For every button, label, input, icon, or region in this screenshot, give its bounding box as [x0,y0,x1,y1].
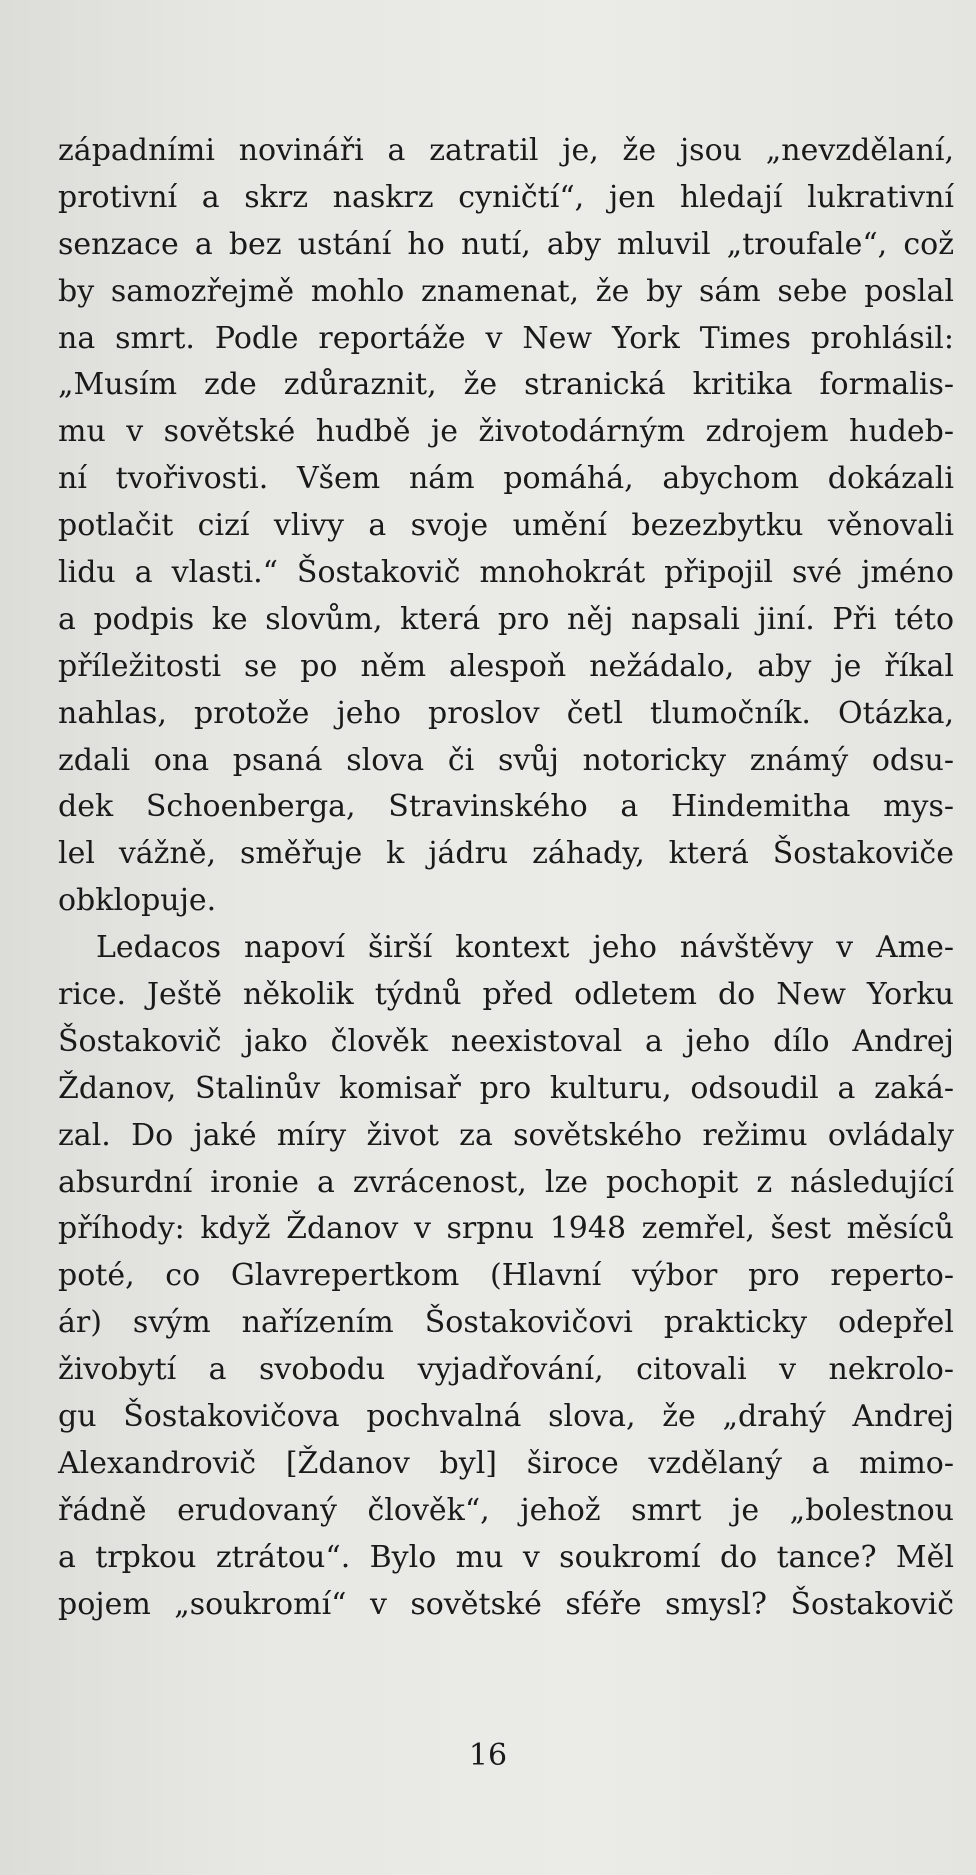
text-line: senzace a bez ustání ho nutí, aby mluvil „troufale“, což [58,226,954,262]
text-line: ár) svým nařízením Šostakovičovi prakticky odepřel [58,1305,954,1341]
text-line: na smrt. Podle reportáže v New York Times prohlásil: [58,320,954,356]
page-number: 16 [468,1738,508,1773]
text-line: by samozřejmě mohlo znamenat, že by sám sebe poslal [58,273,954,309]
text-line: Šostakovič jako člověk neexistoval a jeho dílo Andrej [58,1023,954,1059]
text-line: zdali ona psaná slova či svůj notoricky známý odsu- [58,742,954,778]
body-text [58,128,954,1629]
text-line: Ledacos napoví širší kontext jeho návštěvy v Ame- [96,930,954,966]
text-line: rice. Ještě několik týdnů před odletem do New Yorku [58,977,954,1013]
text-line: Alexandrovič [Ždanov byl] široce vzdělaný a mimo- [58,1445,954,1481]
text-line: obklopuje. [58,883,217,919]
text-line: potlačit cizí vlivy a svoje umění bezezbytku věnovali [58,508,954,544]
text-line: dek Schoenberga, Stravinského a Hindemitha mys- [58,789,954,825]
text-line: protivní a skrz naskrz cyničtí“, jen hledají lukrativní [58,179,954,215]
text-line: pojem „soukromí“ v sovětské sféře smysl? Šostakovič [58,1586,954,1622]
text-line: Ždanov, Stalinův komisař pro kulturu, odsoudil a zaká- [58,1070,954,1106]
text-line: poté, co Glavrepertkom (Hlavní výbor pro reperto- [58,1258,954,1294]
text-line: příležitosti se po něm alespoň nežádalo, aby je říkal [58,648,954,684]
text-line: a podpis ke slovům, která pro něj napsali jiní. Při této [58,601,954,637]
text-line: a trpkou ztrátou“. Bylo mu v soukromí do tance? Měl [58,1539,954,1575]
text-line: západními novináři a zatratil je, že jsou „nevzdělaní, [58,133,954,168]
text-line: gu Šostakovičova pochvalná slova, že „drahý Andrej [58,1399,954,1435]
text-line: zal. Do jaké míry život za sovětského režimu ovládaly [58,1117,954,1153]
text-line: lidu a vlasti.“ Šostakovič mnohokrát připojil své jméno [58,555,954,591]
text-line: ní tvořivosti. Všem nám pomáhá, abychom dokázali [58,461,954,497]
text-line: lel vážně, směřuje k jádru záhady, která Šostakoviče [58,836,954,872]
text-line: mu v sovětské hudbě je životodárným zdrojem hudeb- [58,414,954,450]
text-line: „Musím zde zdůraznit, že stranická kritika formalis- [58,367,954,403]
text-line: absurdní ironie a zvrácenost, lze pochopit z následující [58,1164,954,1200]
text-line: živobytí a svobodu vyjadřování, citovali v nekrolo- [58,1352,954,1388]
text-line: příhody: když Ždanov v srpnu 1948 zemřel, šest měsíců [58,1211,954,1247]
text-line: nahlas, protože jeho proslov četl tlumočník. Otázka, [58,695,954,731]
text-line: řádně erudovaný člověk“, jehož smrt je „bolestnou [58,1492,954,1528]
